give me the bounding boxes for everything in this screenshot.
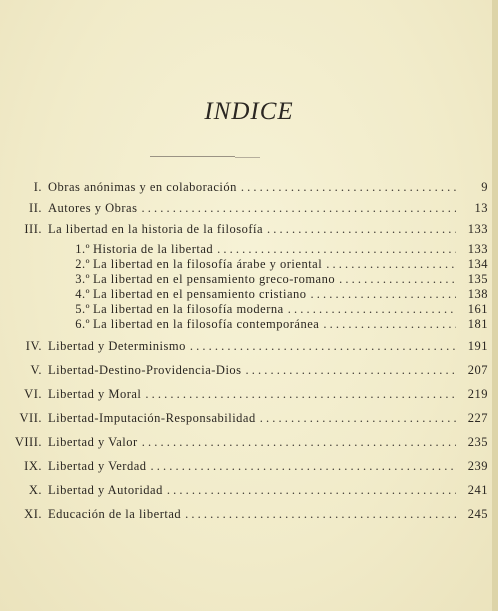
toc-entry-page: 235 (467, 435, 488, 449)
toc-entry-title: Autores y Obras (48, 201, 138, 215)
dot-leader (288, 301, 456, 317)
toc-entry (0, 506, 498, 522)
toc-entry-title: La libertad en la filosofía árabe y oriental (93, 257, 323, 271)
toc-entry (0, 362, 498, 378)
toc-entry-number: 6.º (75, 317, 90, 331)
toc-entry-page: 191 (467, 339, 488, 353)
toc-entry (0, 221, 498, 237)
dot-leader (142, 434, 456, 450)
toc-entry-page: 241 (467, 483, 488, 497)
toc-entry-title: Obras anónimas y en colaboración (48, 180, 237, 194)
toc-entry-page: 13 (474, 201, 488, 215)
toc-entry-number: 5.º (75, 302, 90, 316)
toc-entry-page: 227 (467, 411, 488, 425)
toc-entry-page: 181 (467, 317, 488, 331)
toc-entry-title: Libertad y Autoridad (48, 483, 163, 497)
toc-entry-title: Historia de la libertad (93, 242, 214, 256)
toc-entry-number: VIII. (14, 435, 42, 449)
toc-entry-title: Libertad-Imputación-Responsabilidad (48, 411, 256, 425)
dot-leader (323, 316, 456, 332)
toc-entry (0, 410, 498, 426)
dot-leader (145, 386, 456, 402)
dot-leader (246, 362, 456, 378)
title-divider-tail (235, 157, 260, 158)
toc-entry-page: 135 (467, 272, 488, 286)
dot-leader (141, 200, 456, 216)
toc-entry-number: IV. (25, 339, 42, 353)
toc-entry-number: II. (29, 201, 42, 215)
toc-entry-page: 161 (467, 302, 488, 316)
toc-subentry (0, 286, 498, 302)
toc-entry-page: 9 (481, 180, 488, 194)
toc-entry (0, 482, 498, 498)
toc-subentry (0, 256, 498, 272)
toc-entry-page: 245 (467, 507, 488, 521)
dot-leader (311, 286, 456, 302)
toc-entry (0, 434, 498, 450)
dot-leader (326, 256, 456, 272)
toc-entry-page: 239 (467, 459, 488, 473)
toc-entry-number: 2.º (75, 257, 90, 271)
toc-subentry (0, 241, 498, 257)
toc-subentry (0, 301, 498, 317)
toc-entry (0, 458, 498, 474)
toc-entry-title: Educación de la libertad (48, 507, 182, 521)
title-divider (150, 156, 235, 157)
toc-entry (0, 386, 498, 402)
toc-entry-title: Libertad y Moral (48, 387, 142, 401)
toc-entry-number: IX. (24, 459, 42, 473)
toc-entry-title: La libertad en la filosofía moderna (93, 302, 284, 316)
toc-subentry (0, 316, 498, 332)
toc-entry-number: VI. (24, 387, 42, 401)
toc-entry-title: Libertad y Verdad (48, 459, 147, 473)
toc-entry-number: X. (28, 483, 42, 497)
toc-entry-title: La libertad en la historia de la filosofía (48, 222, 264, 236)
toc-entry-page: 134 (467, 257, 488, 271)
toc-entry-page: 133 (467, 242, 488, 256)
toc-entry (0, 179, 498, 195)
dot-leader (185, 506, 456, 522)
dot-leader (260, 410, 456, 426)
toc-entry-title: La libertad en el pensamiento cristiano (93, 287, 307, 301)
toc-entry-number: 1.º (75, 242, 90, 256)
toc-entry-title: La libertad en la filosofía contemporánea (93, 317, 320, 331)
toc-entry-number: 4.º (75, 287, 90, 301)
toc-entry-page: 219 (467, 387, 488, 401)
dot-leader (151, 458, 456, 474)
dot-leader (190, 338, 456, 354)
toc-entry-number: V. (30, 363, 42, 377)
toc-entry-title: Libertad y Valor (48, 435, 138, 449)
toc-entry-number: I. (33, 180, 42, 194)
toc-entry-number: XI. (24, 507, 42, 521)
toc-entry-number: III. (24, 222, 42, 236)
dot-leader (339, 271, 456, 287)
dot-leader (241, 179, 456, 195)
page-title: INDICE (204, 98, 294, 125)
toc-entry-number: 3.º (75, 272, 90, 286)
dot-leader (217, 241, 456, 257)
dot-leader (267, 221, 456, 237)
toc-entry-page: 207 (467, 363, 488, 377)
toc-entry (0, 338, 498, 354)
toc-entry-page: 138 (467, 287, 488, 301)
toc-entry-number: VII. (19, 411, 42, 425)
toc-entry-page: 133 (467, 222, 488, 236)
toc-entry-title: Libertad y Determinismo (48, 339, 186, 353)
toc-entry-title: Libertad-Destino-Providencia-Dios (48, 363, 242, 377)
toc-entry (0, 200, 498, 216)
dot-leader (167, 482, 456, 498)
toc-subentry (0, 271, 498, 287)
toc-entry-title: La libertad en el pensamiento greco-romano (93, 272, 336, 286)
